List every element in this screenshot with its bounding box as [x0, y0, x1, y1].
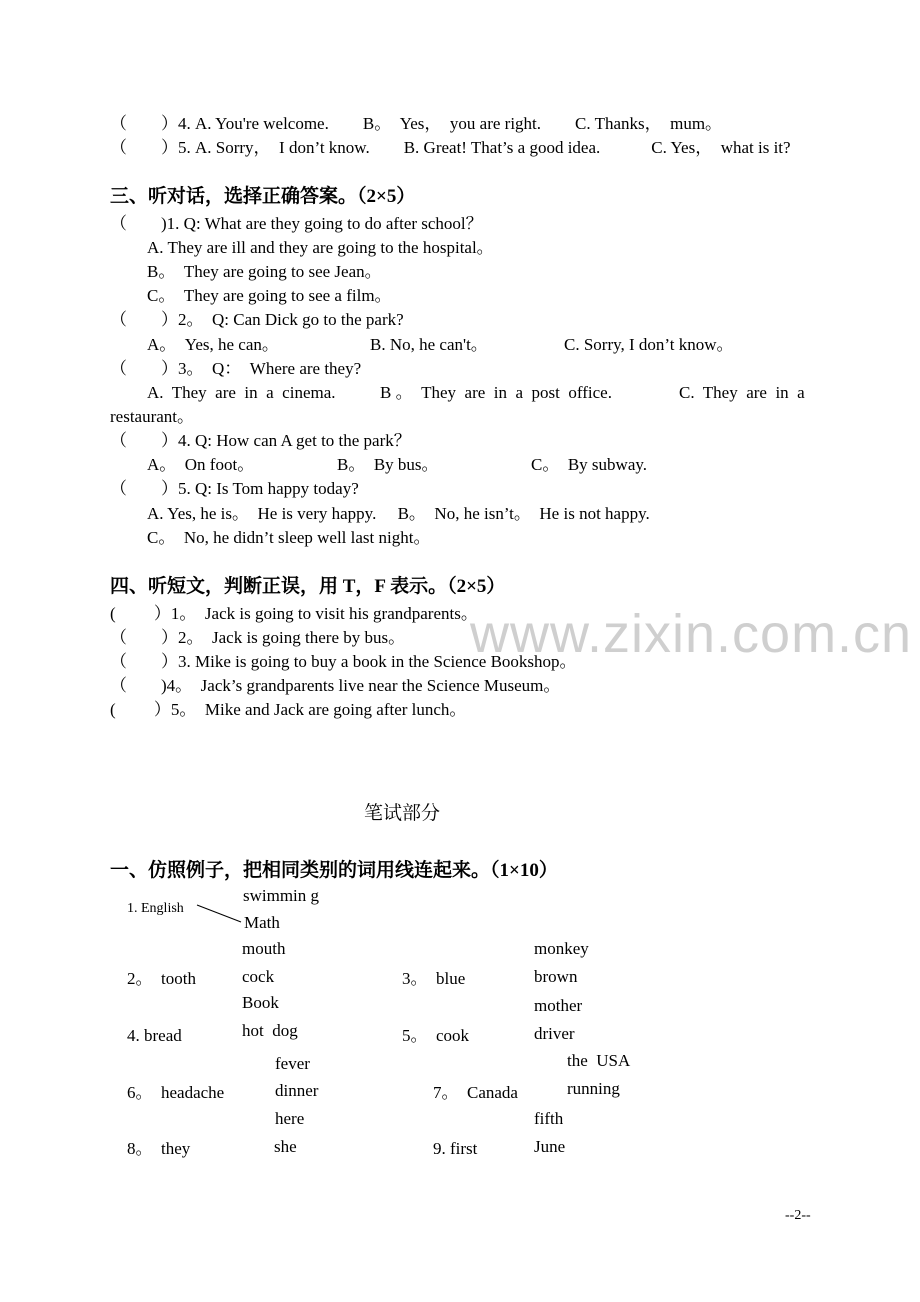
s3-q5-option-c: C。 No, he didn’t sleep well last night。: [147, 528, 431, 547]
s3-q4-option-a: A。 On foot。: [147, 455, 255, 474]
ex1-label: 1. English: [127, 901, 184, 916]
r8-label: 8。 they: [127, 1139, 191, 1158]
s3-q4-option-c: C。 By subway.: [531, 455, 648, 474]
r6-word-dinner: dinner: [275, 1081, 319, 1100]
s3-q3-option-a: A. They are in a cinema.: [147, 383, 336, 402]
part1-q4: （ ）4. A. You're welcome. B。 Yes， you are right. C. Thanks， mum。: [110, 114, 723, 133]
s3-q1-option-c: C。 They are going to see a film。: [147, 286, 392, 305]
s3-q1-option-b: B。 They are going to see Jean。: [147, 262, 382, 281]
part1-q5: （ ）5. A. Sorry， I don’t know. B. Great! That’s a good idea. C. Yes， what is it?: [110, 138, 791, 157]
page-number: --2--: [785, 1208, 811, 1223]
r9-label: 9. first: [433, 1139, 478, 1158]
r9-word-fifth: fifth: [534, 1109, 564, 1128]
s3-q3-option-b: B 。 They are in a post office.: [380, 383, 612, 402]
s3-q1-option-a: A. They are ill and they are going to the hospital。: [147, 238, 494, 257]
section4-heading: 四、听短文，判断正误，用 T，F 表示。（2×5）: [110, 576, 506, 597]
r4-word-hotdog: hot dog: [242, 1021, 298, 1040]
r2-word-book: Book: [242, 993, 279, 1012]
s4-item-5: ( ）5。 Mike and Jack are going after lunch。: [110, 700, 467, 719]
s3-q1: （ )1. Q: What are they going to do after school？: [110, 214, 483, 233]
s3-q4-option-b: B。 By bus。: [337, 455, 439, 474]
r5-label: 5。 cook: [402, 1026, 470, 1045]
s3-q5-options-ab: A. Yes, he is。 He is very happy. B。 No, he isn’t。 He is not happy.: [147, 504, 650, 523]
s3-q2-option-c: C. Sorry, I don’t know。: [564, 335, 734, 354]
r3-word-mother: mother: [534, 996, 583, 1015]
r7-word-running: running: [567, 1079, 620, 1098]
r8-word-she: she: [274, 1137, 297, 1156]
watermark: www.zixin.com.cn: [470, 604, 913, 664]
r2-word-cock: cock: [242, 967, 275, 986]
r3-label: 3。 blue: [402, 969, 466, 988]
s4-item-3: （ ）3. Mike is going to buy a book in the Science Bookshop。: [110, 652, 577, 671]
s3-q2-option-a: A。 Yes, he can。: [147, 335, 279, 354]
r7-label: 7。 Canada: [433, 1083, 518, 1102]
s3-q2-option-b: B. No, he can't。: [370, 335, 488, 354]
s3-q3-option-c: C. They are in a: [679, 383, 805, 402]
s3-q5: （ ）5. Q: Is Tom happy today?: [110, 479, 359, 498]
s4-item-4: （ )4。 Jack’s grandparents live near the Science Museum。: [110, 676, 561, 695]
written-title: 笔试部分: [364, 803, 441, 824]
r2-label: 2。 tooth: [127, 969, 196, 988]
s4-item-2: （ ）2。 Jack is going there by bus。: [110, 628, 406, 647]
r6-word-here: here: [275, 1109, 305, 1128]
r6-label: 6。 headache: [127, 1083, 225, 1102]
r3-word-brown: brown: [534, 967, 578, 986]
r7-word-usa: the USA: [567, 1051, 631, 1070]
r3-word-monkey: monkey: [534, 939, 589, 958]
s3-q3-option-c-cont: restaurant。: [110, 407, 195, 426]
s3-q3: （ ）3。 Q： Where are they?: [110, 359, 362, 378]
written-heading: 一、仿照例子，把相同类别的词用线连起来。（1×10）: [110, 860, 558, 881]
s4-item-1: ( ）1。 Jack is going to visit his grandparents。: [110, 604, 478, 623]
r6-word-fever: fever: [275, 1054, 310, 1073]
s3-q4: （ ）4. Q: How can A get to the park？: [110, 431, 411, 450]
r4-label: 4. bread: [127, 1026, 182, 1045]
section3-heading: 三、听对话，选择正确答案。（2×5）: [110, 186, 416, 207]
r9-word-june: June: [534, 1137, 566, 1156]
ex1-word-swimming: swimmin g: [243, 886, 320, 905]
ex1-word-math: Math: [244, 913, 280, 932]
r2-word-mouth: mouth: [242, 939, 286, 958]
s3-q2: （ ）2。 Q: Can Dick go to the park?: [110, 310, 404, 329]
r5-word-driver: driver: [534, 1024, 575, 1043]
